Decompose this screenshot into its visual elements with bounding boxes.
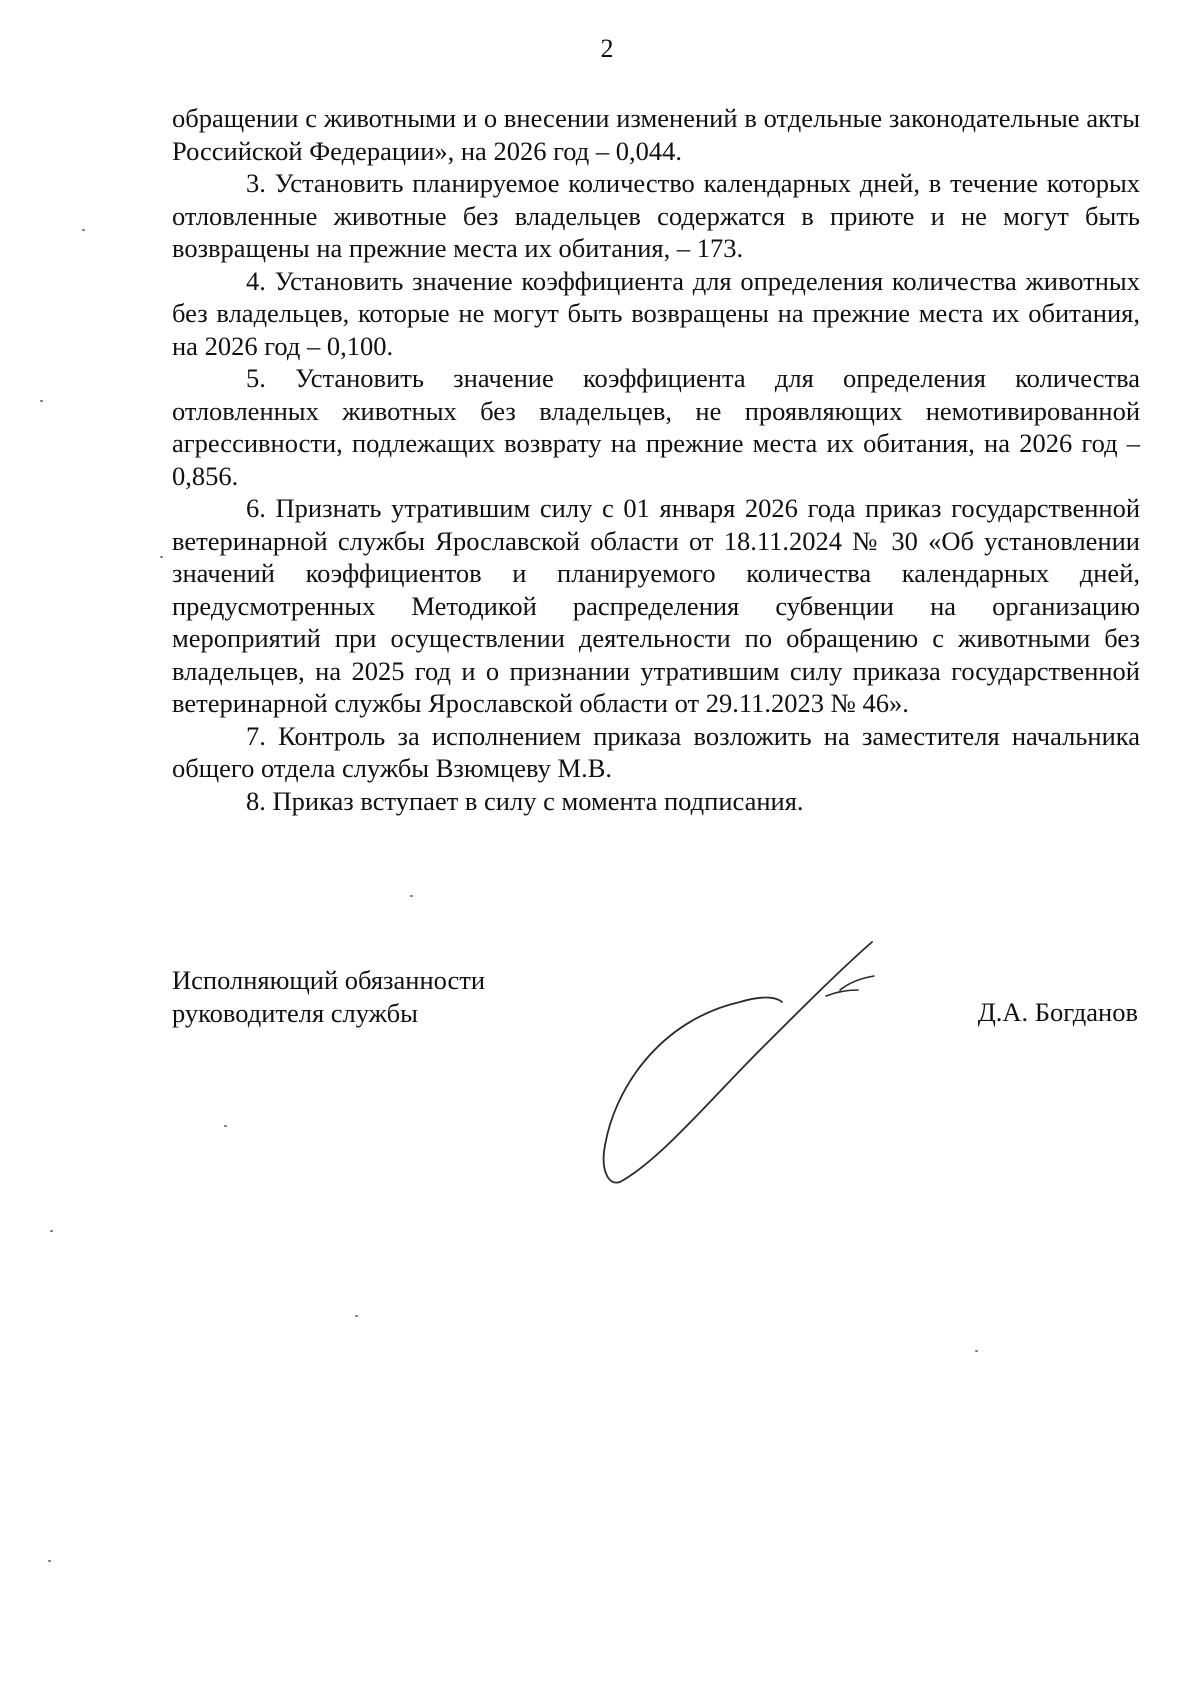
signatory-title-line-2: руководителя службы — [172, 997, 418, 1028]
page-number: 2 — [600, 34, 614, 63]
scan-speck — [410, 895, 413, 897]
scan-speck — [355, 1315, 358, 1317]
scan-speck — [50, 1230, 53, 1232]
scan-speck — [160, 556, 163, 558]
paragraph-continuation: обращении с животными и о внесении изменений в отдельные законодательные акты Российской Федерации», на 2026 год – 0,044. — [172, 103, 1140, 166]
signatory-title — [172, 964, 485, 1029]
scan-speck — [82, 229, 85, 231]
signatory-name: Д.А. Богданов — [977, 997, 1138, 1027]
paragraph-item-4: 4. Установить значение коэффициента для определения количества животных без владельцев, которые не могут быть возвращены на прежние места их обитания, на 2026 год – 0,100. — [172, 265, 1140, 361]
paragraph-item-3: 3. Установить планируемое количество календарных дней, в течение которых отловленные животные без владельцев содержатся в приюте и не могут быть возвращены на прежние места их обитания, – 173. — [172, 168, 1140, 263]
scan-speck — [975, 1350, 978, 1352]
scan-speck — [224, 1125, 227, 1127]
paragraph-item-8: 8. Приказ вступает в силу с момента подписания. — [246, 785, 804, 816]
handwritten-signature — [600, 930, 880, 1190]
paragraph-item-5: 5. Установить значение коэффициента для определения количества отловленных животных без владельцев, не проявляющих немотивированной агрессивности, подлежащих возврату на прежние места их обитания, на 2026 год – 0,856. — [172, 363, 1140, 491]
paragraph-item-6: 6. Признать утратившим силу с 01 января 2026 года приказ государственной ветеринарной службы Ярославской области от 18.11.2024 № 30 «Об установлении значений коэффициентов и планируемого количества календарных дней, предусмотренных Методикой распределения субвенции на организацию мероприятий при осуществлении деятельности по обращению с животными без владельцев, на 2025 год и о признании утратившим силу приказа государственной ветеринарной службы Ярославской области от 29.11.2023 № 46». — [172, 493, 1140, 718]
paragraph-item-7: 7. Контроль за исполнением приказа возложить на заместителя начальника общего отдела службы Взюмцеву М.В. — [172, 720, 1140, 783]
signatory-title-line-1: Исполняющий обязанности — [172, 965, 486, 995]
scan-speck — [40, 400, 43, 402]
scan-speck — [48, 1560, 51, 1562]
document-body — [172, 102, 1140, 817]
